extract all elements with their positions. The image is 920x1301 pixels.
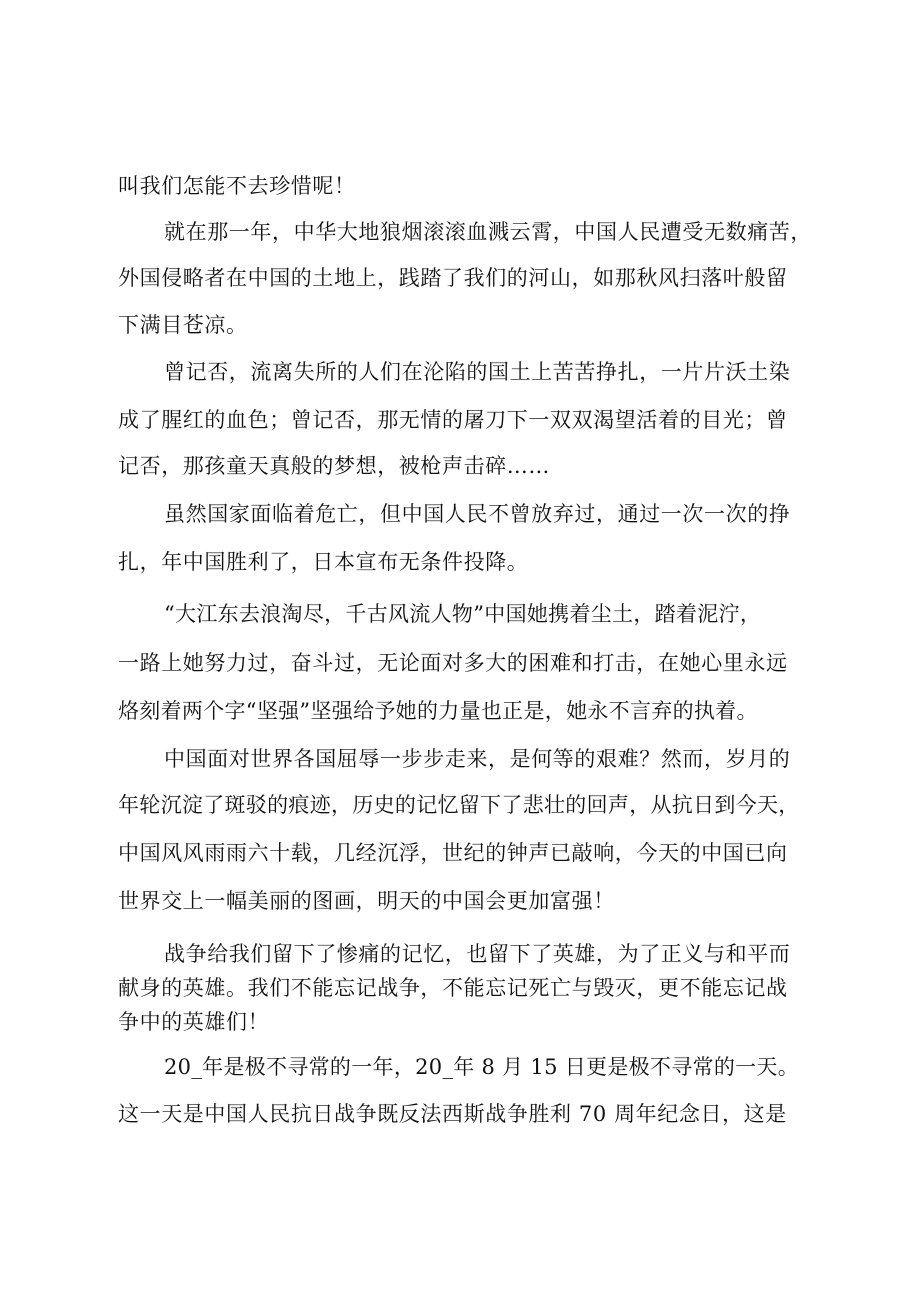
text-line: 烙刻着两个字“坚强”坚强给予她的力量也正是，她永不言弃的执着。 [118, 699, 758, 723]
text-line: 叫我们怎能不去珍惜呢！ [118, 174, 356, 198]
text-line: 一路上她努力过，奋斗过，无论面对多大的困难和打击，在她心里永远 [118, 651, 788, 675]
text-line: 外国侵略者在中国的土地上，践踏了我们的河山，如那秋风扫落叶般留 [118, 266, 788, 290]
text-line: 虽然国家面临着危亡，但中国人民不曾放弃过，通过一次一次的挣 [164, 502, 791, 526]
text-line: 中国风风雨雨六十载，几经沉浮，世纪的钟声已敲响，今天的中国已向 [118, 841, 788, 865]
text-line: 献身的英雄。我们不能忘记战争，不能忘记死亡与毁灭，更不能忘记战 [118, 976, 788, 1000]
text-line: 扎，年中国胜利了，日本宣布无条件投降。 [118, 550, 529, 574]
text-line: 战争给我们留下了惨痛的记忆，也留下了英雄，为了正义与和平而 [164, 942, 791, 966]
text-line: 记否，那孩童天真般的梦想，被枪声击碎…… [118, 454, 550, 478]
text-line: 中国面对世界各国屈辱一步步走来，是何等的艰难？然而，岁月的 [164, 747, 791, 771]
text-line: 成了腥红的血色；曾记否，那无情的屠刀下一双双渴望活着的目光；曾 [118, 408, 788, 432]
text-line: “大江东去浪淘尽，千古风流人物”中国她携着尘土，踏着泥泞， [164, 602, 762, 626]
text-line: 争中的英雄们！ [118, 1010, 270, 1034]
text-line: 就在那一年，中华大地狼烟滚滚血溅云霄，中国人民遭受无数痛苦， [164, 220, 812, 244]
text-line: 这一天是中国人民抗日战争既反法西斯战争胜利 70 周年纪念日，这是 [118, 1102, 787, 1126]
text-line: 世界交上一幅美丽的图画，明天的中国会更加富强！ [118, 889, 615, 913]
text-line: 年轮沉淀了斑驳的痕迹，历史的记忆留下了悲壮的回声，从抗日到今天， [118, 793, 800, 817]
text-line: 下满目苍凉。 [118, 313, 248, 337]
text-line: 曾记否，流离失所的人们在沦陷的国土上苦苦挣扎，一片片沃土染 [164, 360, 791, 384]
text-line: 20_年是极不寻常的一年，20_年 8 月 15 日更是极不寻常的一天。 [164, 1055, 800, 1079]
